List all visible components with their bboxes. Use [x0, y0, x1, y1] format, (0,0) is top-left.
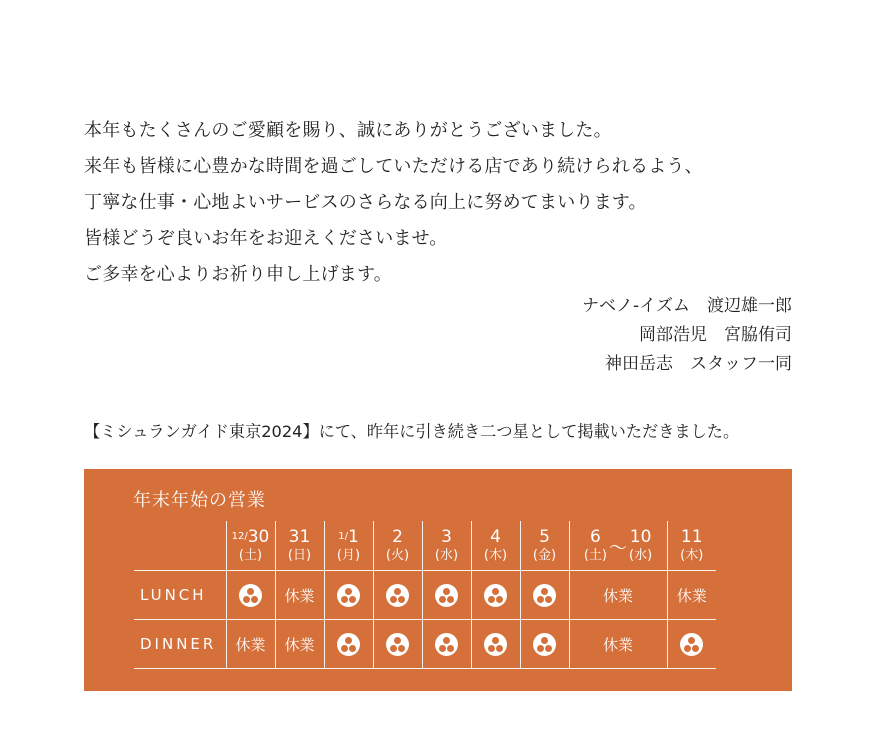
schedule-table	[134, 521, 716, 669]
status-cell	[373, 571, 422, 620]
closed-label: 休業	[676, 586, 707, 605]
status-cell	[471, 620, 520, 669]
closed-label: 休業	[284, 586, 315, 605]
status-cell	[226, 620, 275, 669]
date-cell: 31 (日)	[275, 521, 324, 571]
status-cell	[373, 620, 422, 669]
michelin-star-icon	[239, 584, 262, 607]
signature	[582, 292, 792, 379]
michelin-star-icon	[435, 633, 458, 656]
status-cell	[520, 620, 569, 669]
michelin-star-icon	[386, 584, 409, 607]
michelin-star-icon	[533, 633, 556, 656]
closed-label: 休業	[602, 635, 633, 654]
holiday-hours-panel	[84, 469, 792, 691]
michelin-star-icon	[386, 633, 409, 656]
michelin-star-icon	[337, 633, 360, 656]
michelin-star-icon	[484, 633, 507, 656]
michelin-star-icon	[484, 584, 507, 607]
michelin-note: 【ミシュランガイド東京2024】にて、昨年に引き続き二つ星として掲載いただきました。	[84, 422, 740, 441]
status-cell	[324, 571, 373, 620]
status-cell	[667, 571, 716, 620]
michelin-star-icon	[337, 584, 360, 607]
message-line: 皆様どうぞ良いお年をお迎えくださいませ。	[84, 228, 448, 249]
closed-label: 休業	[235, 635, 266, 654]
greeting-message	[84, 113, 804, 293]
status-cell	[422, 571, 471, 620]
status-cell	[520, 571, 569, 620]
michelin-star-icon	[680, 633, 703, 656]
row-label-dinner: DINNER	[134, 620, 226, 669]
date-cell: 2 (火)	[373, 521, 422, 571]
date-cell: 3 (水)	[422, 521, 471, 571]
hours-title: 年末年始の営業	[133, 490, 266, 511]
date-cell: $^{1/}$1 (月)	[324, 521, 373, 571]
header-corner	[134, 521, 226, 571]
date-cell: $^{12/}$30 (土)	[226, 521, 275, 571]
lunch-row	[134, 571, 716, 620]
status-cell	[324, 620, 373, 669]
date-range-cell: 6 (土) 〜 10 (水)	[569, 521, 667, 571]
date-cell: 4 (木)	[471, 521, 520, 571]
michelin-star-icon	[435, 584, 458, 607]
closed-label: 休業	[602, 586, 633, 605]
message-line: 本年もたくさんのご愛顧を賜り、誠にありがとうございました。	[84, 120, 612, 141]
signature-line: 神田岳志 スタッフ一同	[605, 354, 792, 374]
status-cell	[667, 620, 716, 669]
michelin-star-icon	[533, 584, 556, 607]
signature-line: 岡部浩児 宮脇侑司	[639, 325, 792, 345]
status-cell	[275, 620, 324, 669]
status-cell	[422, 620, 471, 669]
status-cell	[471, 571, 520, 620]
message-line: 来年も皆様に心豊かな時間を過ごしていただける店であり続けられるよう、	[84, 156, 703, 177]
signature-line: ナベノ-イズム 渡辺雄一郎	[582, 296, 792, 316]
closed-label: 休業	[284, 635, 315, 654]
row-label-lunch: LUNCH	[134, 571, 226, 620]
date-cell: 11 (木)	[667, 521, 716, 571]
status-cell	[569, 571, 667, 620]
message-line: 丁寧な仕事・心地よいサービスのさらなる向上に努めてまいります。	[84, 192, 647, 213]
dinner-row	[134, 620, 716, 669]
status-cell	[569, 620, 667, 669]
date-header-row	[134, 521, 716, 571]
message-line: ご多幸を心よりお祈り申し上げます。	[84, 264, 392, 285]
date-cell: 5 (金)	[520, 521, 569, 571]
status-cell	[275, 571, 324, 620]
status-cell	[226, 571, 275, 620]
